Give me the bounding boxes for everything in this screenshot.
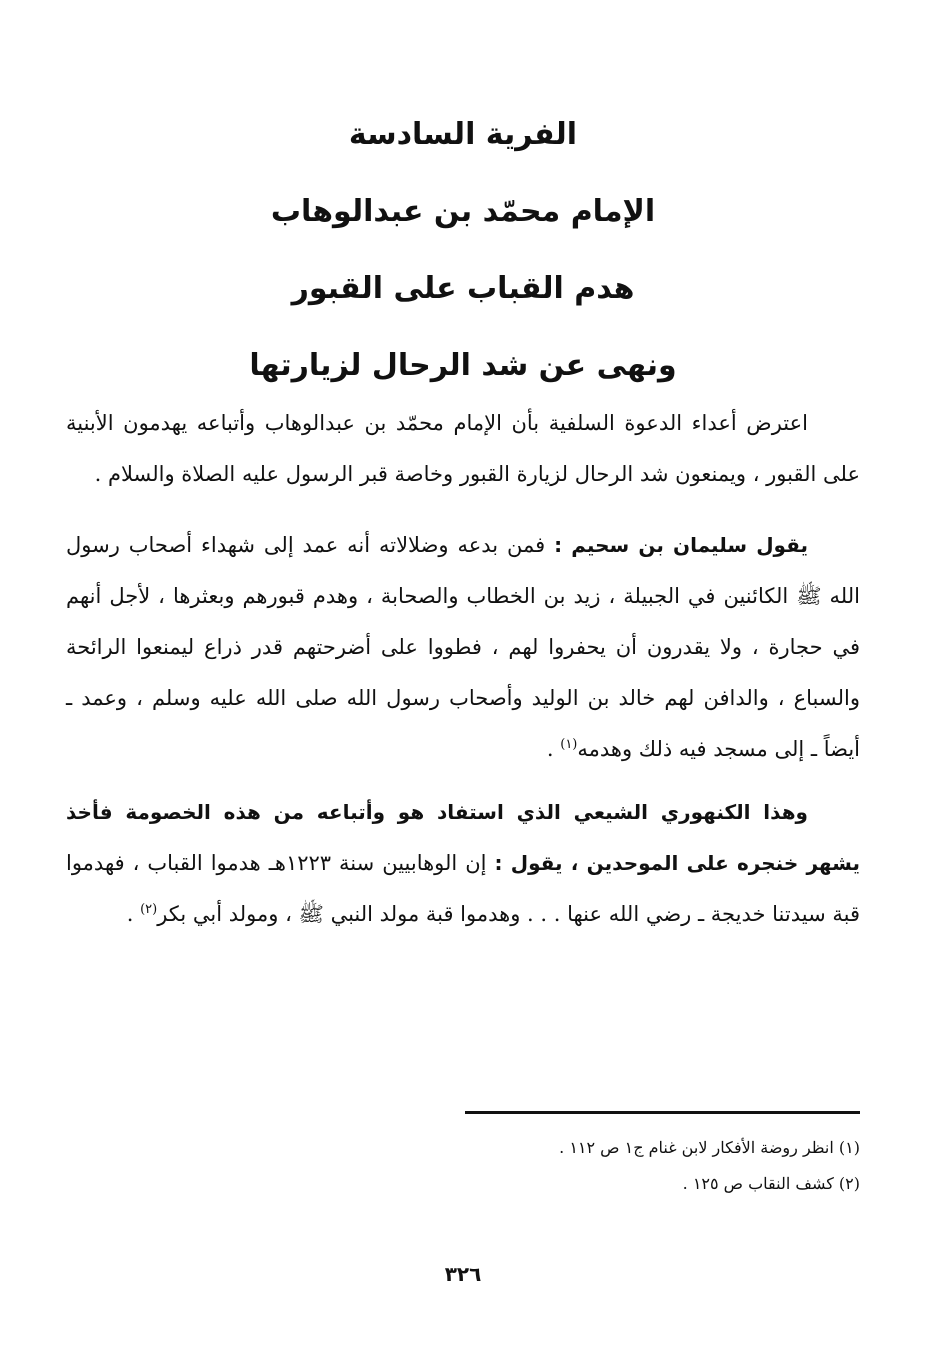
footnote-divider xyxy=(465,1111,860,1114)
chapter-topic-2: ونهى عن شد الرحال لزيارتها xyxy=(249,348,677,383)
paragraph-intro xyxy=(66,398,860,500)
footnote-reference: (٢) xyxy=(140,902,158,917)
footnote-1: (١) انظر روضة الأفكار لابن غنام ج١ ص ١١٢ . xyxy=(559,1138,860,1157)
chapter-subject: الإمام محمّد بن عبدالوهاب xyxy=(270,194,656,229)
chapter-title: الفرية السادسة xyxy=(348,117,578,152)
footnote-2: (٢) كشف النقاب ص ١٢٥ . xyxy=(682,1174,860,1193)
paragraph-text: فمن بدعه وضلالاته أنه عمد إلى شهداء أصحاب رسول الله ﷺ الكائنين في الجبيلة ، زيد بن الخطاب والصحابة ، وهدم قبورهم وبعثرها ، لأجل أنهم في حجارة ، ولا يقدرون أن يحفروا لهم ، فطووا على أضرحتهم قدر ذراع ليمنعوا الرائحة والسباع ، والدافن لهم خالد بن الوليد وأصحاب رسول الله صلى الله عليه وسلم ، وعمد ـ أيضاً ـ إلى مسجد فيه ذلك وهدمه xyxy=(66,533,860,761)
paragraph-end: . xyxy=(546,737,561,761)
page-number: ٣٢٦ xyxy=(444,1262,482,1286)
paragraph-lead: وهذا الكنهوري الشيعي الذي استفاد هو وأتباعه من هذه الخصومة فأخذ يشهر خنجره على الموحدين ، يقول : xyxy=(66,800,860,875)
chapter-topic-1: هدم القباب على القبور xyxy=(291,271,635,306)
paragraph-intro-text: اعترض أعداء الدعوة السلفية بأن الإمام محمّد بن عبدالوهاب وأتباعه يهدمون الأبنية على القبور ، ويمنعون شد الرحال لزيارة القبور وخاصة قبر الرسول عليه الصلاة والسلام . xyxy=(66,411,860,486)
footnote-reference: (١) xyxy=(560,737,578,752)
paragraph-end: . xyxy=(126,902,141,926)
paragraph-quote-ibn-suhaim xyxy=(66,520,860,775)
paragraph-quote-kanhouri xyxy=(66,787,860,940)
paragraph-text: إن الوهابيين سنة ١٢٢٣هـ هدموا القباب ، فهدموا قبة سيدتنا خديجة ـ رضي الله عنها . . . وهدموا قبة مولد النبي ﷺ ، ومولد أبي بكر xyxy=(66,851,860,926)
body-text xyxy=(66,398,860,940)
footnotes xyxy=(66,1130,860,1202)
chapter-headings xyxy=(60,96,866,404)
paragraph-lead: يقول سليمان بن سحيم : xyxy=(554,533,809,557)
